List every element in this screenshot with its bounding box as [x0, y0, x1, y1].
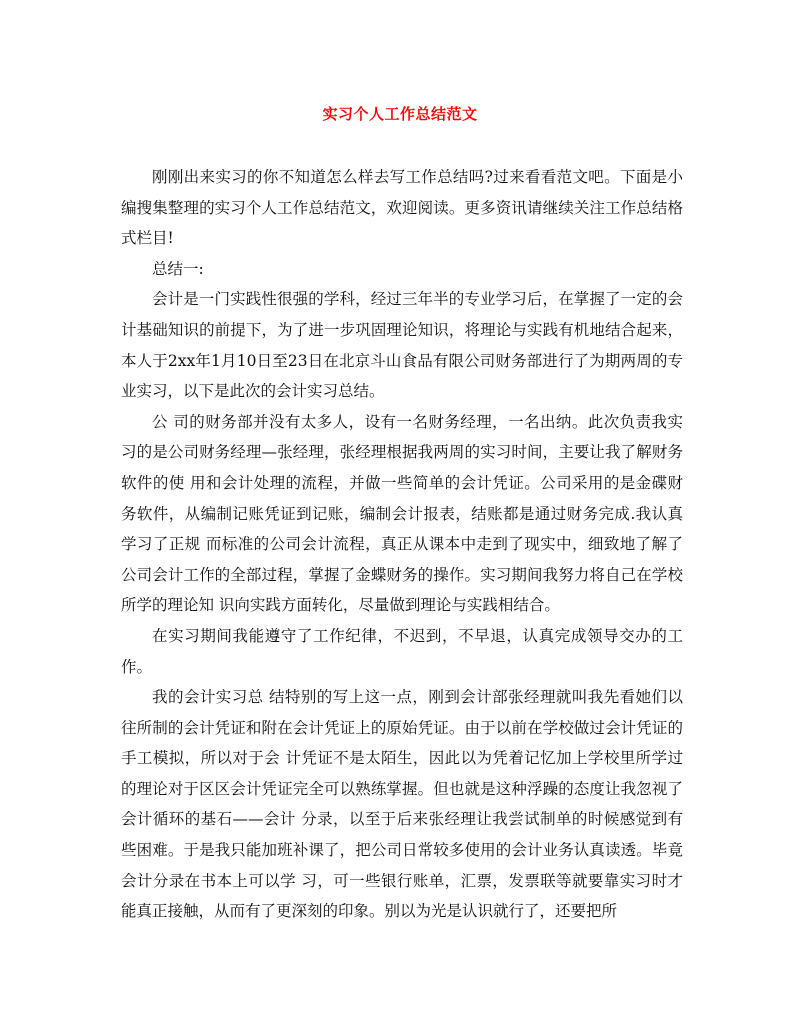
page-title: 实习个人工作总结范文	[322, 105, 478, 123]
paragraph-intro: 刚刚出来实习的你不知道怎么样去写工作总结吗?过来看看范文吧。下面是小编搜集整理的实习个人工作总结范文，欢迎阅读。更多资讯请继续关注工作总结格式栏目!	[121, 168, 683, 248]
paragraph-section-heading: 总结一:	[152, 259, 204, 278]
paragraph-accounting-entries: 我的会计实习总 结特别的写上这一点，刚到会计部张经理就叫我先看她们以往所制的会计凭证和附在会计凭证上的原始凭证。由于以前在学校做过会计凭证的手工模拟，所以对于会 计凭证不是太陌生，因此以为凭着记忆加上学校里所学过的理论对于区区会计凭证完全可以熟练掌握。但也就是这种浮躁的态度让我忽视了会计循环的基石——会计 分录，以至于后来张经理让我尝试制单的时候感觉到有些困难。于是我只能加班补课了，把公司日常较多使用的会计业务认真读透。毕竟会计分录在书本上可以学 习，可一些银行账单，汇票，发票联等就要靠实习时才能真正接触，从而有了更深刻的印象。别以为光是认识就行了，还要把所	[121, 688, 683, 921]
paragraph-internship-overview: 会计是一门实践性很强的学科，经过三年半的专业学习后，在掌握了一定的会计基础知识的前提下，为了进一步巩固理论知识，将理论与实践有机地结合起来，本人于2xx年1月10日至23日在北京斗山食品有限公司财务部进行了为期两周的专业实习，以下是此次的会计实习总结。	[121, 290, 683, 401]
paragraph-finance-department: 公 司的财务部并没有太多人，设有一名财务经理，一名出纳。此次负责我实习的是公司财务经理—张经理，张经理根据我两周的实习时间，主要让我了解财务软件的使 用和会计处理的流程，并做一些简单的会计凭证。公司采用的是金碟财务软件，从编制记账凭证到记账，编制会计报表，结账都是通过财务完成.我认真学习了正规 而标准的公司会计流程，真正从课本中走到了现实中，细致地了解了公司会计工作的全部过程，掌握了金蝶财务的操作。实习期间我努力将自己在学校所学的理论知 识向实践方面转化，尽量做到理论与实践相结合。	[121, 412, 683, 615]
paragraph-work-discipline: 在实习期间我能遵守了工作纪律，不迟到，不早退，认真完成领导交办的工作。	[121, 626, 683, 676]
document-body	[121, 162, 683, 927]
